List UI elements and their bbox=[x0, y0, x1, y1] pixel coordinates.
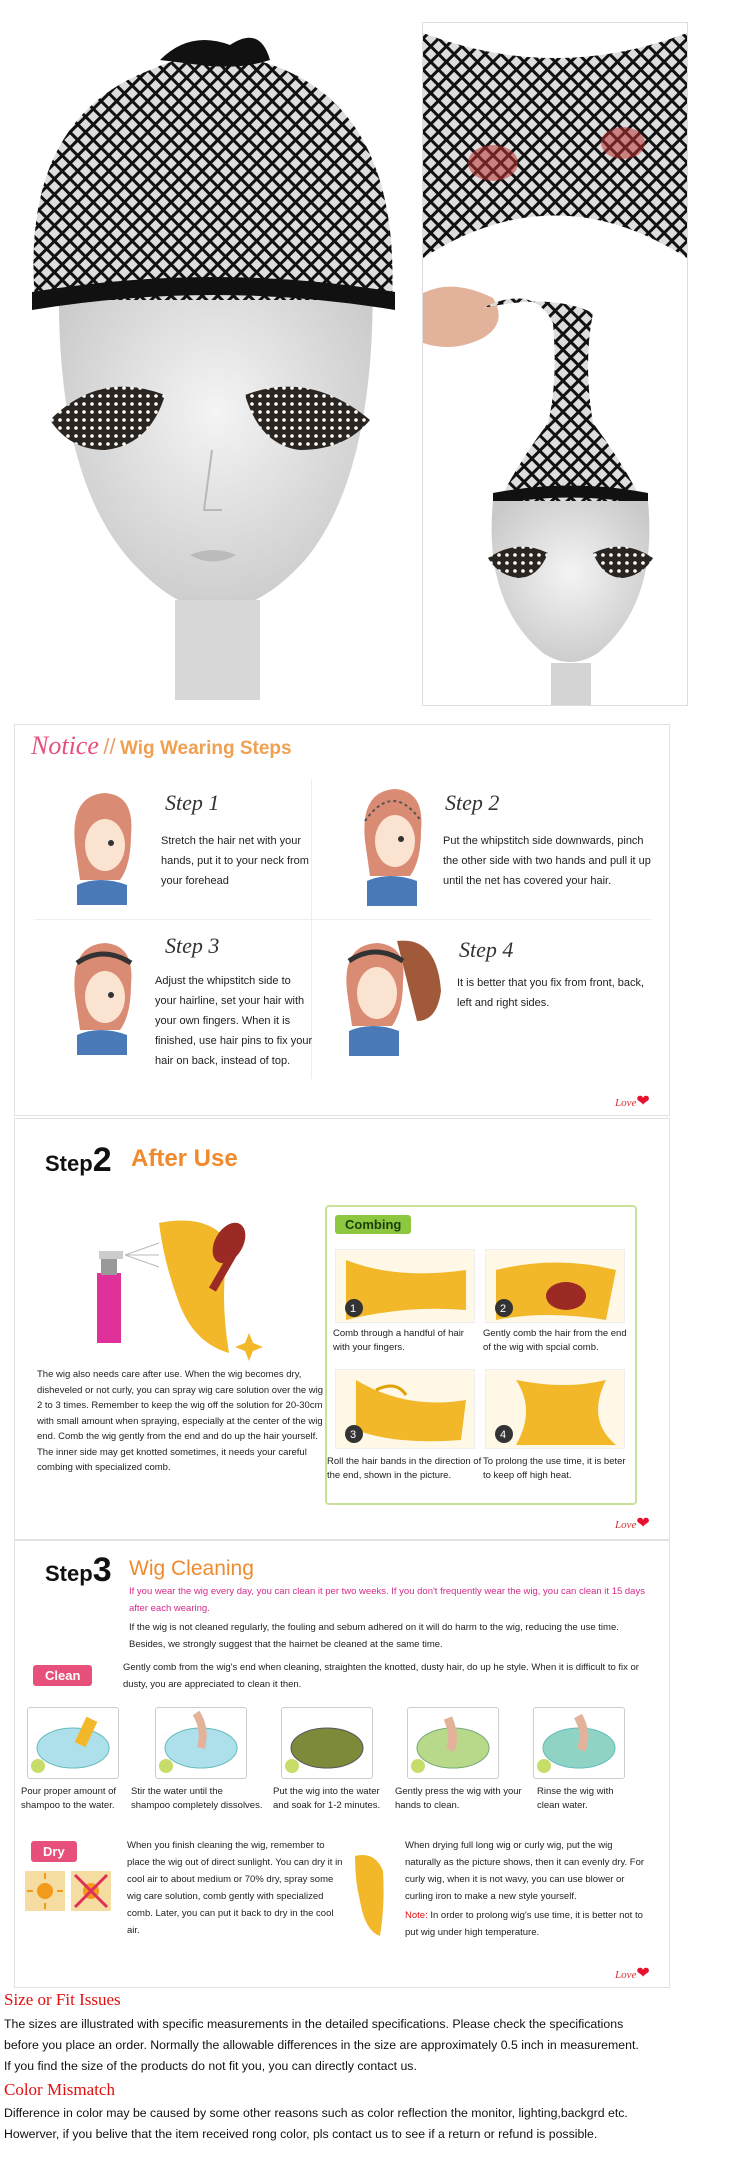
wig-wearing-steps-title: Wig Wearing Steps bbox=[120, 738, 292, 759]
step-2-text: Put the whipstitch side downwards, pinch the other side with two hands and pull it up until the net has covered your hair. bbox=[443, 835, 651, 887]
step-2-label: Step 2 bbox=[445, 790, 500, 815]
after-use-description: The wig also needs care after use. When the wig becomes dry, disheveled or not curly, you can spray wig care solution over the wig 2 to 3 times. Remember to keep the wig off the solution for 20-30cm with small amount when spraying, especially at the center of the wig end. Comb the wig gently from the end and do up the hair yourself. The inner side may get knotted sometimes, it needs your careful combing with specialized comb. bbox=[37, 1369, 324, 1473]
step-4-text: It is better that you fix from front, back, left and right sides. bbox=[457, 977, 645, 1009]
step-1-text: Stretch the hair net with your hands, put it to your neck from your forehead bbox=[161, 835, 309, 887]
wig-wearing-steps-panel bbox=[14, 724, 670, 1116]
step-3-label: Step 3 bbox=[165, 933, 220, 958]
step-4-label: Step 4 bbox=[459, 937, 514, 962]
no-sun-icon bbox=[71, 1871, 111, 1911]
clean-step-1-text: Pour proper amount of shampoo to the water. bbox=[21, 1786, 117, 1811]
wig-cap-photo-stretch bbox=[422, 22, 688, 706]
basin-press-icon bbox=[407, 1707, 499, 1779]
color-mismatch-heading: Color Mismatch bbox=[4, 2080, 115, 2099]
combing-step-2-text: Gently comb the hair from the end of the wig with spcial comb. bbox=[483, 1328, 627, 1353]
love-signature: Love❤ bbox=[615, 1515, 650, 1532]
size-fit-heading: Size or Fit Issues bbox=[4, 1990, 121, 2009]
step-1-label: Step 1 bbox=[165, 790, 220, 815]
combing-illustration-3 bbox=[335, 1369, 475, 1449]
clean-text: Gently comb from the wig's end when cleaning, straighten the knotted, dusty hair, do up he style. When it is difficult to fix or dusty, you are appreciated to clean it then. bbox=[123, 1662, 639, 1690]
spray-bottle-icon bbox=[79, 1203, 279, 1363]
girl-illustration-icon bbox=[355, 781, 425, 906]
size-fit-line-2: before you place an order. Normally the allowable differences in the size are approximately 0.5 inch in measurement. bbox=[4, 2038, 639, 2052]
love-signature: Love❤ bbox=[615, 1965, 650, 1982]
sun-icon bbox=[25, 1871, 65, 1911]
clean-step-4-text: Gently press the wig with your hands to clean. bbox=[395, 1786, 522, 1811]
dry-tag: Dry bbox=[31, 1841, 77, 1862]
cleaning-intro: If the wig is not cleaned regularly, the fouling and sebum adhered on it will do harm to the wig, reducing the use time. Besides, we strongly suggest that the hairnet be cleaned at the same time. bbox=[129, 1622, 619, 1650]
size-fit-line-1: The sizes are illustrated with specific measurements in the detailed specifications. Please check the specifications bbox=[4, 2017, 624, 2031]
basin-shampoo-icon bbox=[27, 1707, 119, 1779]
clean-tag: Clean bbox=[33, 1665, 92, 1686]
step-3-text: Adjust the whipstitch side to your hairline, set your hair with your own fingers. When it is finished, use hair pins to fix your hair on back, instead of top. bbox=[155, 975, 313, 1067]
dry-left-text: When you finish cleaning the wig, remember to place the wig out of direct sunlight. You can dry it in cool air to about medium or 70% dry, spray some wig care solution, comb gently with specialized comb. Later, you can put it back to dry in the cool air. bbox=[127, 1840, 343, 1936]
svg-text:1: 1 bbox=[350, 1303, 357, 1315]
svg-text:3: 3 bbox=[350, 1429, 357, 1441]
girl-illustration-icon bbox=[65, 935, 135, 1055]
step-3-heading: Step3 bbox=[45, 1551, 112, 1589]
heart-icon: ❤ bbox=[636, 1093, 650, 1110]
combing-step-3-text: Roll the hair bands in the direction of the end, shown in the picture. bbox=[327, 1456, 482, 1481]
wig-cleaning-title: Wig Cleaning bbox=[129, 1557, 254, 1580]
step-2-heading: Step2 bbox=[45, 1141, 112, 1179]
combing-illustration-2 bbox=[485, 1249, 625, 1323]
notice-word: Notice bbox=[31, 731, 99, 760]
heart-icon: ❤ bbox=[636, 1965, 650, 1982]
hanging-wig-icon bbox=[345, 1851, 395, 1941]
color-mismatch-line-2: Howerver, if you belive that the item received rong color, pls contact us to see if a return or refund is possible. bbox=[4, 2127, 598, 2141]
basin-rinse-icon bbox=[533, 1707, 625, 1779]
heart-icon: ❤ bbox=[636, 1515, 650, 1532]
wig-cleaning-panel bbox=[14, 1540, 670, 1988]
combing-box bbox=[325, 1205, 637, 1505]
dry-right-text: When drying full long wig or curly wig, put the wig naturally as the picture shows, then it can evenly dry. For curly wig, when it is not wavy, you can use blower or curling iron to make a new style yourself. bbox=[405, 1840, 645, 1902]
combing-illustration-4 bbox=[485, 1369, 625, 1449]
note-label: Note: bbox=[405, 1910, 428, 1921]
combing-step-1-text: Comb through a handful of hair with your fingers. bbox=[333, 1328, 464, 1353]
note-text: In order to prolong wig's use time, it is better not to put wig under high temperature. bbox=[405, 1910, 643, 1938]
dry-note bbox=[405, 1907, 645, 1941]
svg-text:4: 4 bbox=[500, 1429, 507, 1441]
girl-illustration-icon bbox=[65, 785, 135, 905]
size-fit-line-3: If you find the size of the products do not fit you, you can directly contact us. bbox=[4, 2059, 417, 2073]
after-use-title: After Use bbox=[131, 1145, 238, 1172]
color-mismatch-line-1: Difference in color may be caused by some other reasons such as color reflection the monitor, lighting,backgrd etc. bbox=[4, 2106, 628, 2120]
clean-step-5-text: Rinse the wig with clean water. bbox=[537, 1786, 614, 1811]
basin-soak-icon bbox=[281, 1707, 373, 1779]
combing-illustration-1 bbox=[335, 1249, 475, 1323]
wig-cap-photo-front bbox=[0, 0, 410, 700]
girl-illustration-icon bbox=[337, 931, 447, 1056]
notice-heading: Notice // Wig Wearing Steps bbox=[31, 731, 292, 760]
clean-step-2-text: Stir the water until the shampoo completely dissolves. bbox=[131, 1786, 263, 1811]
basin-stir-icon bbox=[155, 1707, 247, 1779]
svg-text:2: 2 bbox=[500, 1303, 507, 1315]
love-signature: Love❤ bbox=[615, 1093, 650, 1110]
cleaning-pink-intro: If you wear the wig every day, you can clean it per two weeks. If you don't frequently wear the wig, you can clean it 15 days after each wearing. bbox=[129, 1586, 645, 1614]
clean-step-3-text: Put the wig into the water and soak for 1-2 minutes. bbox=[273, 1786, 381, 1811]
after-use-panel bbox=[14, 1118, 670, 1540]
combing-tag: Combing bbox=[335, 1215, 411, 1234]
combing-step-4-text: To prolong the use time, it is beter to keep off high heat. bbox=[483, 1456, 626, 1481]
